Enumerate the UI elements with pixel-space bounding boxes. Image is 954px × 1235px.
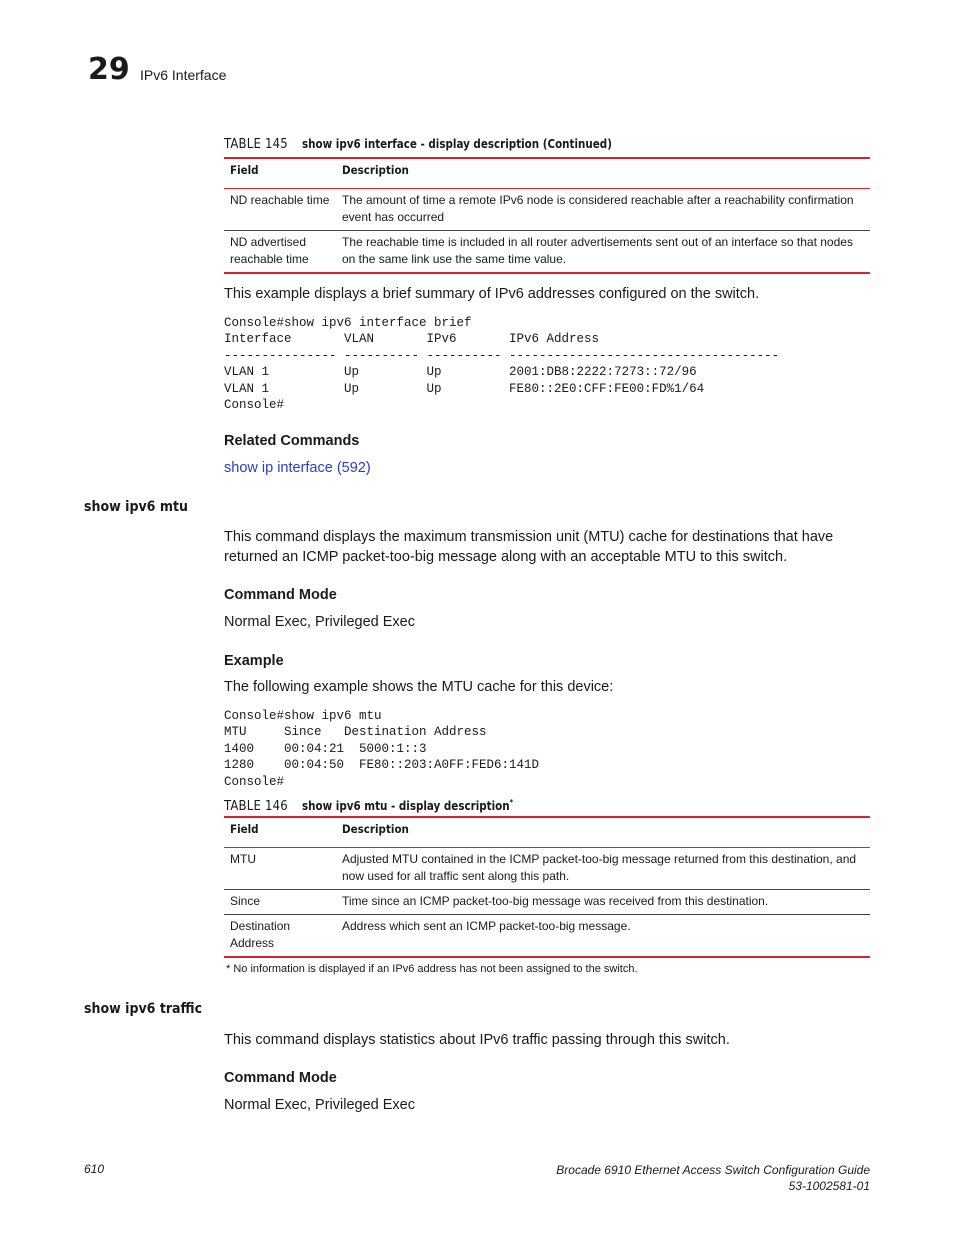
- table-146-title: [302, 795, 513, 814]
- table-146-title-text: show ipv6 mtu - display description: [301, 798, 510, 814]
- description-cell: Address which sent an ICMP packet-too-big message.: [342, 919, 631, 933]
- traffic-command-mode: Normal Exec, Privileged Exec: [224, 1097, 415, 1113]
- section-title-show-ipv6-mtu: show ipv6 mtu: [84, 499, 188, 515]
- page-number: 610: [84, 1162, 105, 1176]
- chapter-title: IPv6 Interface: [140, 67, 227, 83]
- table-146: [224, 816, 870, 958]
- table-row: [224, 915, 870, 958]
- description-cell: Adjusted MTU contained in the ICMP packet-too-big message returned from this destination, and now used for all traffic sent along this path.: [336, 848, 870, 890]
- table-row: [224, 848, 870, 890]
- table-146-footnote: * No information is displayed if an IPv6 address has not been assigned to the switch.: [226, 963, 638, 975]
- table-row: [224, 231, 870, 274]
- table-row: [224, 890, 870, 915]
- mtu-command-mode-heading: Command Mode: [224, 587, 337, 603]
- field-cell: ND reachable time: [224, 189, 336, 231]
- column-header-description: Description: [336, 817, 870, 848]
- document-number: 53-1002581-01: [788, 1179, 870, 1193]
- table-146-label: TABLE 146: [224, 799, 288, 815]
- field-cell: MTU: [224, 848, 336, 890]
- column-header-description: Description: [336, 158, 870, 189]
- related-commands-heading: Related Commands: [224, 433, 360, 449]
- related-command-link[interactable]: show ip interface (592): [224, 460, 371, 476]
- table-145-label: TABLE 145: [224, 137, 288, 152]
- table-146-caption: [224, 795, 531, 815]
- table-row: [224, 189, 870, 231]
- footnote-marker: *: [509, 798, 514, 807]
- mtu-example-heading: Example: [224, 653, 284, 669]
- description-cell: The reachable time is included in all router advertisements sent out of an interface so that nodes on the same link use the same time value.: [342, 235, 853, 266]
- mtu-example-intro: The following example shows the MTU cache for this device:: [224, 679, 614, 695]
- field-cell: Since: [224, 890, 336, 915]
- table-145: [224, 157, 870, 274]
- table-header-row: [224, 158, 870, 189]
- field-cell: ND advertised reachable time: [230, 235, 309, 266]
- document-info: [556, 1162, 870, 1194]
- table-header-row: [224, 817, 870, 848]
- table-145-title: show ipv6 interface - display description (Continued): [301, 136, 612, 151]
- traffic-description: This command displays statistics about IPv6 traffic passing through this switch.: [224, 1032, 730, 1048]
- chapter-number: 29: [88, 52, 130, 87]
- section-title-show-ipv6-traffic: show ipv6 traffic: [84, 1001, 203, 1017]
- field-cell: Destination Address: [230, 919, 291, 950]
- column-header-field: Field: [224, 817, 336, 848]
- mtu-description: This command displays the maximum transmission unit (MTU) cache for destinations that have returned an ICMP packet-too-big message along with an acceptable MTU to this switch.: [224, 529, 834, 565]
- description-cell: The amount of time a remote IPv6 node is considered reachable after a reachability confirmation event has occurred: [336, 189, 870, 231]
- mtu-command-mode: Normal Exec, Privileged Exec: [224, 614, 415, 630]
- description-cell: Time since an ICMP packet-too-big message was received from this destination.: [336, 890, 870, 915]
- mtu-code-example: Console#show ipv6 mtu MTU Since Destination Address 1400 00:04:21 5000:1::3 1280 00:04:50 FE80::203:A0FF:FED6:141D Console#: [224, 709, 540, 789]
- document-title: Brocade 6910 Ethernet Access Switch Configuration Guide: [556, 1163, 870, 1177]
- column-header-field: Field: [224, 158, 336, 189]
- traffic-command-mode-heading: Command Mode: [224, 1070, 337, 1086]
- brief-code-example: Console#show ipv6 interface brief Interface VLAN IPv6 IPv6 Address --------------- ---------- ---------- ------------------------------------ VLAN 1 Up Up 2001:DB8:2222:7273::72/96 VLAN 1 Up Up FE80::2E0:CFF:FE00:FD%1/64 Console#: [224, 316, 780, 413]
- table-145-caption: [224, 136, 639, 153]
- brief-intro-text: This example displays a brief summary of IPv6 addresses configured on the switch.: [224, 286, 760, 302]
